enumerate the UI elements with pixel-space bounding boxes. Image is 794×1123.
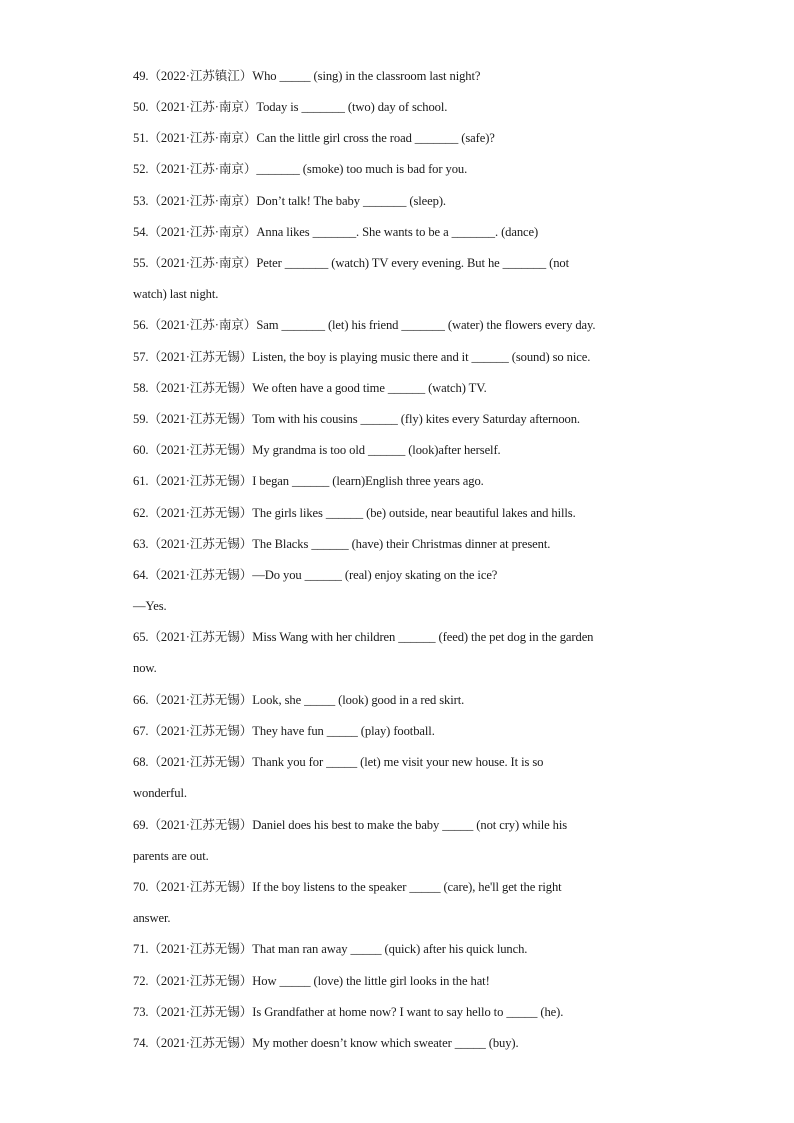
question-65: 65.（2021·江苏无锡）Miss Wang with her children ______ (feed) the pet dog in the garden <box>133 630 594 644</box>
question-56: 56.（2021·江苏·南京）Sam _______ (let) his friend _______ (water) the flowers every day. <box>133 318 596 332</box>
question-70-cont: answer. <box>133 911 171 925</box>
question-58: 58.（2021·江苏无锡）We often have a good time ______ (watch) TV. <box>133 381 487 395</box>
question-64: 64.（2021·江苏无锡）—Do you ______ (real) enjoy skating on the ice? <box>133 568 498 582</box>
question-51: 51.（2021·江苏·南京）Can the little girl cross the road _______ (safe)? <box>133 131 495 145</box>
question-69-cont: parents are out. <box>133 849 209 863</box>
question-67: 67.（2021·江苏无锡）They have fun _____ (play) football. <box>133 724 435 738</box>
question-70: 70.（2021·江苏无锡）If the boy listens to the speaker _____ (care), he'll get the right <box>133 880 562 894</box>
question-69: 69.（2021·江苏无锡）Daniel does his best to make the baby _____ (not cry) while his <box>133 818 568 832</box>
question-59: 59.（2021·江苏无锡）Tom with his cousins ______ (fly) kites every Saturday afternoon. <box>133 412 580 426</box>
question-53: 53.（2021·江苏·南京）Don’t talk! The baby _______ (sleep). <box>133 194 446 208</box>
question-61: 61.（2021·江苏无锡）I began ______ (learn)English three years ago. <box>133 474 484 488</box>
question-68-cont: wonderful. <box>133 786 187 800</box>
question-74: 74.（2021·江苏无锡）My mother doesn’t know which sweater _____ (buy). <box>133 1036 519 1050</box>
question-50: 50.（2021·江苏·南京）Today is _______ (two) day of school. <box>133 100 448 114</box>
question-64-cont: —Yes. <box>133 599 167 613</box>
question-54: 54.（2021·江苏·南京）Anna likes _______. She wants to be a _______. (dance) <box>133 225 539 239</box>
question-60: 60.（2021·江苏无锡）My grandma is too old ______ (look)after herself. <box>133 443 501 457</box>
question-68: 68.（2021·江苏无锡）Thank you for _____ (let) me visit your new house. It is so <box>133 755 544 769</box>
question-49: 49.（2022·江苏镇江）Who _____ (sing) in the classroom last night? <box>133 69 481 83</box>
question-63: 63.（2021·江苏无锡）The Blacks ______ (have) their Christmas dinner at present. <box>133 537 551 551</box>
question-55-cont: watch) last night. <box>133 287 219 301</box>
question-57: 57.（2021·江苏无锡）Listen, the boy is playing music there and it ______ (sound) so nice. <box>133 350 591 364</box>
question-55: 55.（2021·江苏·南京）Peter _______ (watch) TV every evening. But he _______ (not <box>133 256 569 270</box>
question-65-cont: now. <box>133 661 157 675</box>
question-73: 73.（2021·江苏无锡）Is Grandfather at home now? I want to say hello to _____ (he). <box>133 1005 564 1019</box>
question-72: 72.（2021·江苏无锡）How _____ (love) the little girl looks in the hat! <box>133 974 490 988</box>
question-66: 66.（2021·江苏无锡）Look, she _____ (look) good in a red skirt. <box>133 693 465 707</box>
question-62: 62.（2021·江苏无锡）The girls likes ______ (be) outside, near beautiful lakes and hills. <box>133 506 576 520</box>
question-71: 71.（2021·江苏无锡）That man ran away _____ (quick) after his quick lunch. <box>133 942 528 956</box>
question-52: 52.（2021·江苏·南京）_______ (smoke) too much is bad for you. <box>133 162 468 176</box>
